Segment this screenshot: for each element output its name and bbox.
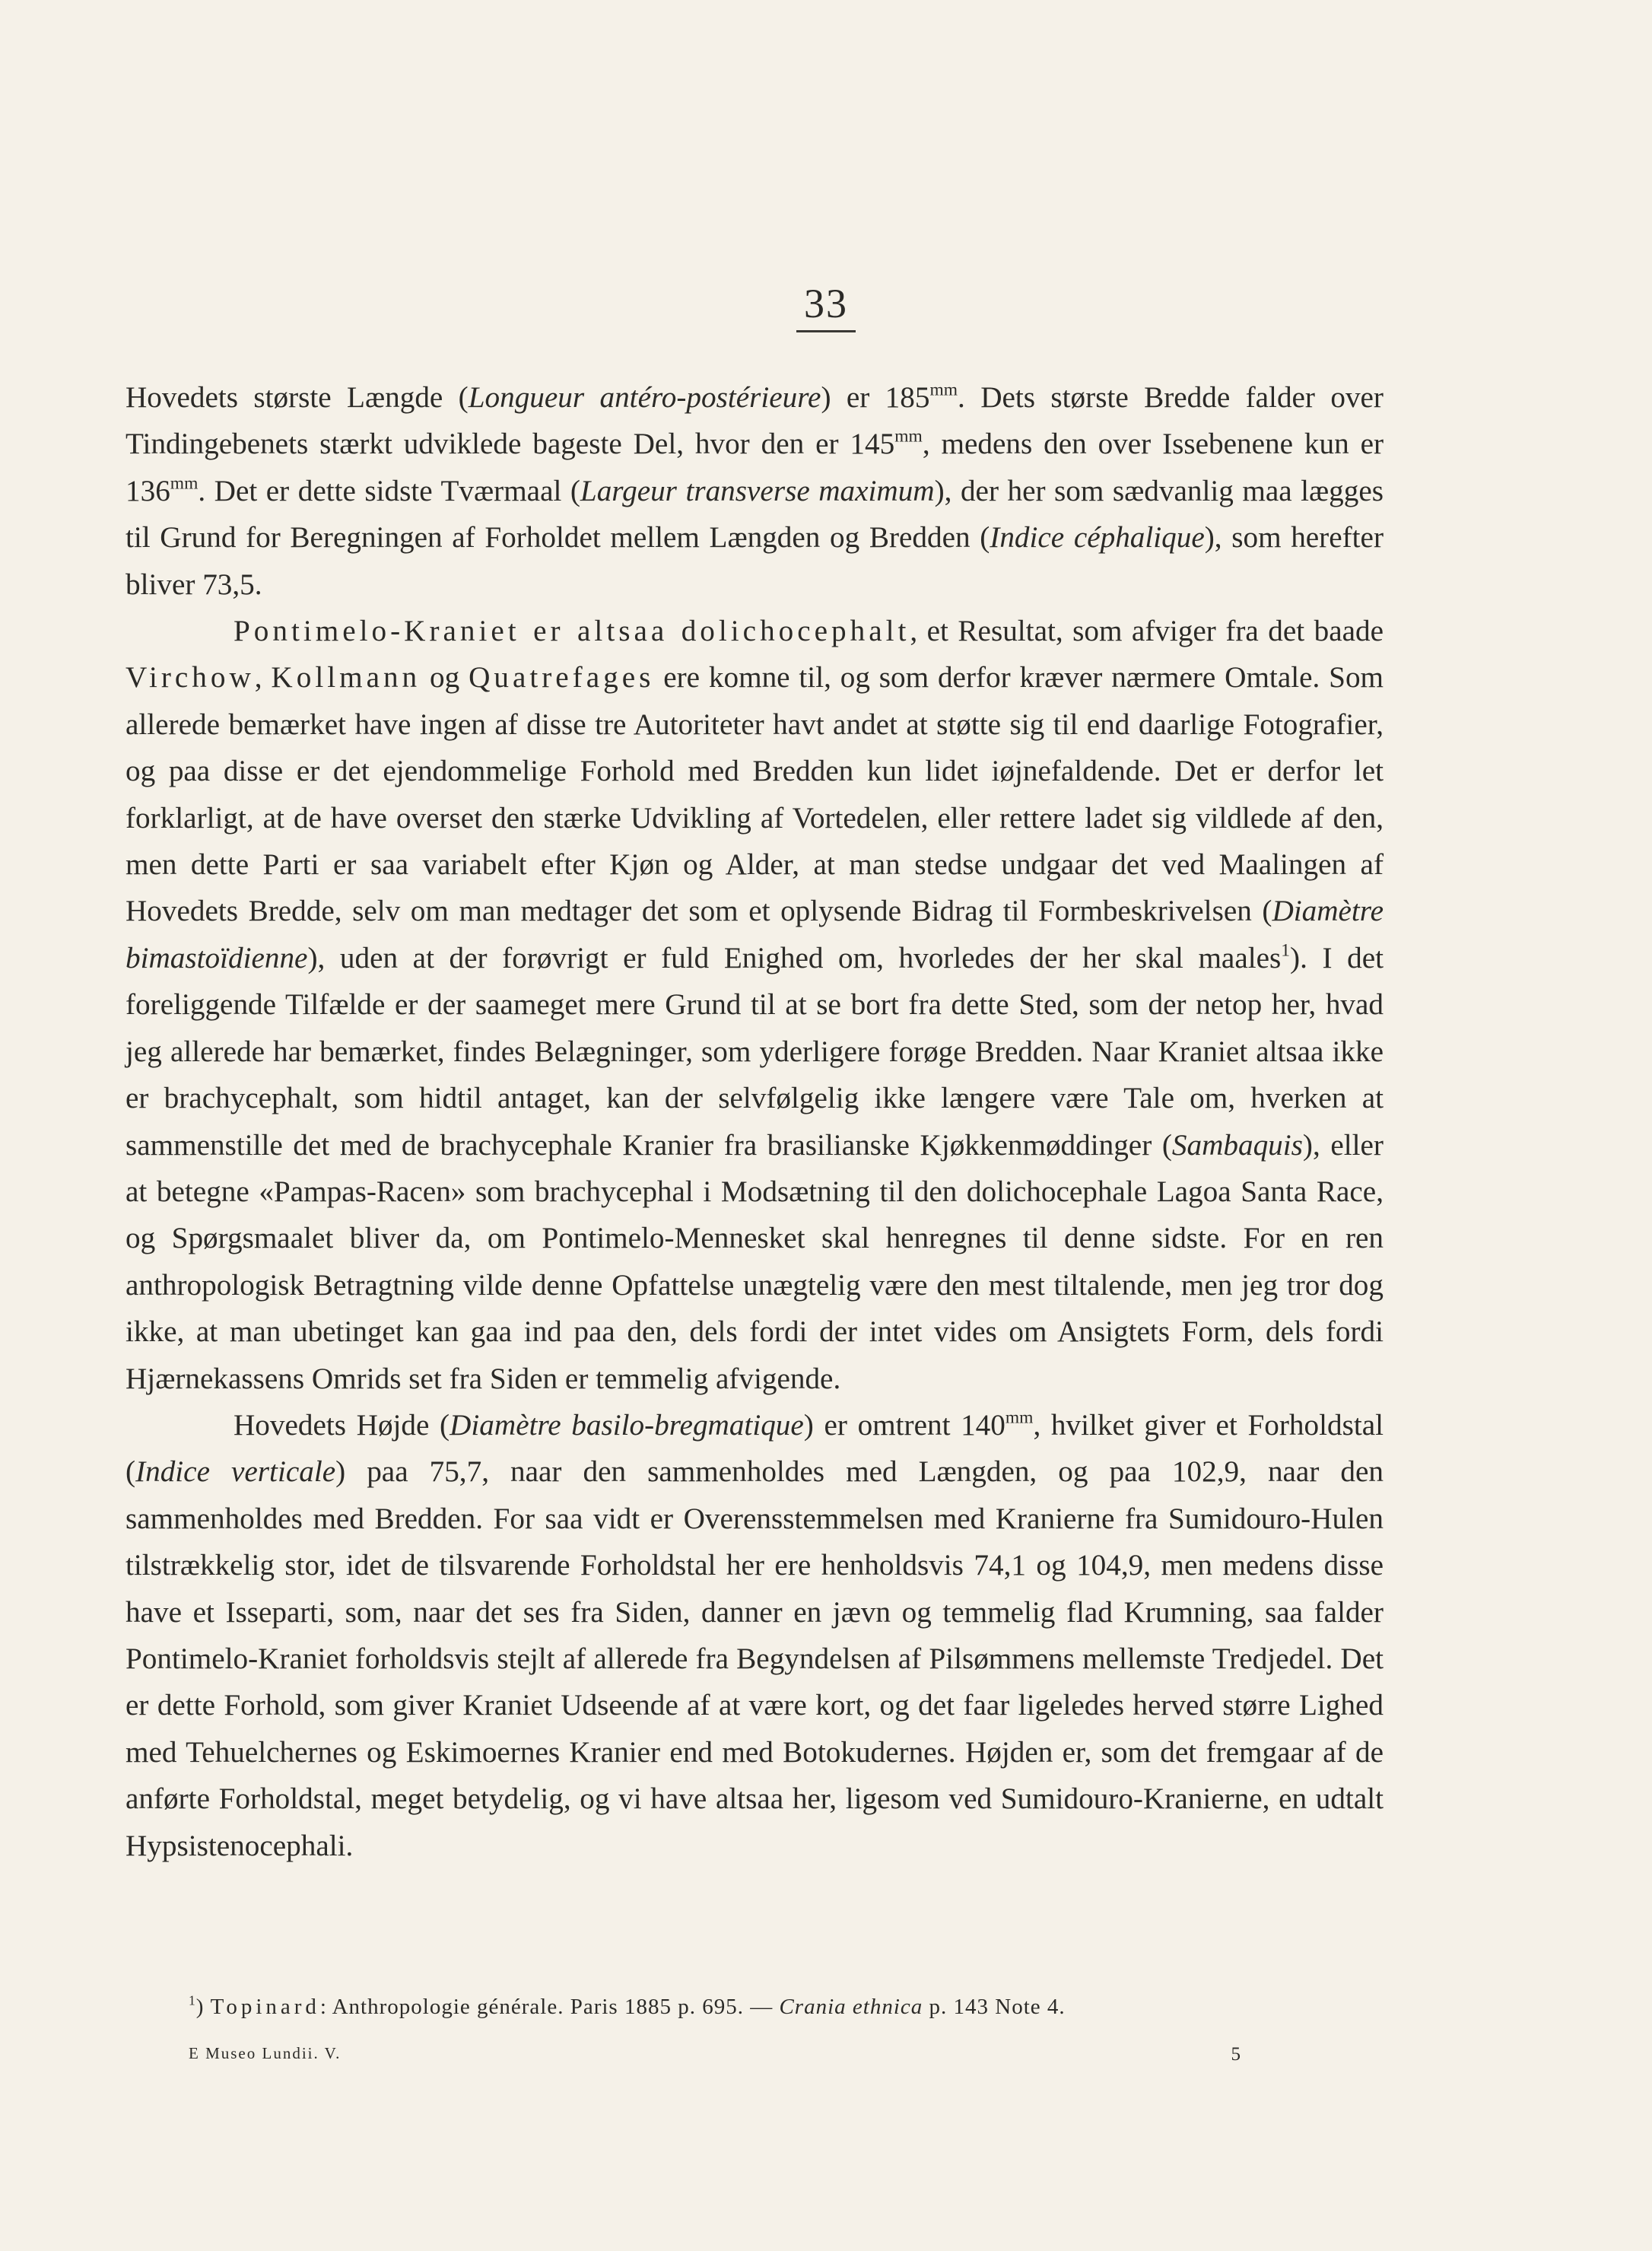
italic-run: Indice verticale (135, 1455, 336, 1489)
text-run: . Det er dette sidste Tværmaal ( (198, 474, 580, 507)
footnote (189, 1992, 1269, 2020)
spaced-name: Quatrefages (469, 661, 655, 695)
text-run: ) (195, 1995, 211, 2019)
body-text (125, 374, 1384, 1869)
italic-run: Longueur antéro-postérieure (468, 381, 821, 414)
text-run: , hvilket giver et Forholdstal ( (125, 1408, 1384, 1489)
superscript: mm (1005, 1407, 1034, 1428)
page-number (0, 280, 1652, 332)
text-run: , (254, 661, 272, 695)
paragraph-1 (125, 374, 1384, 608)
text-run: , medens den over Issebenene kun er 136 (125, 428, 1384, 507)
text-run: ), uden at der forøvrigt er fuld Enighed om, hvorledes der her skal maales (307, 941, 1282, 974)
italic-run: Largeur transverse maximum (580, 474, 935, 507)
paragraph-2 (125, 608, 1384, 1402)
italic-run: Crania ethnica (779, 1995, 923, 2019)
text-run: ), eller at betegne «Pampas-Racen» som brachycephal i Modsætning til den dolichocephale Lagoa Santa Race, og Spørgsmaalet bliver da, om Pontimelo-Mennesket skal henregnes til denne sidste. For en ren anthropologisk Betragtning vilde denne Opfattelse unægtelig være den mest tiltalende, men jeg tror dog ikke, at man ubetinget kan gaa ind paa den, dels fordi der intet vides om Ansigtets Form, dels fordi Hjærnekassens Omrids set fra Siden er temmelig afvigende. (125, 1128, 1384, 1395)
spaced-name: Pontimelo-Kraniet er altsaa dolichocephalt (234, 615, 910, 648)
text-run: ) er omtrent 140 (803, 1408, 1005, 1442)
spaced-name: Kollmann (271, 661, 421, 695)
text-run: ), som herefter bliver 73,5. (125, 521, 1384, 601)
superscript: mm (894, 427, 923, 447)
text-run: ). I det foreliggende Tilfælde er der saameget mere Grund til at se bort fra dette Sted, som der netop her, hvad jeg allerede har bemærket, findes Belægninger, som yderligere forøge Bredden. Naar Kraniet altsaa ikke er brachycephalt, som hidtil antaget, kan der selvfølgelig ikke længere være Tale om, hverken at sammenstille det med de brachycephale Kranier fra brasilianske Kjøkkenmøddinger ( (125, 941, 1384, 1162)
superscript: 1 (1281, 940, 1291, 961)
text-run: , et Resultat, som afviger fra det baade (910, 615, 1384, 648)
text-run: og (421, 661, 469, 695)
text-run: ) er 185 (821, 381, 930, 414)
page-number-text: 33 (804, 281, 848, 326)
text-run: Hovedets største Længde ( (125, 381, 469, 414)
italic-run: Indice céphalique (990, 521, 1205, 555)
signature-sheet-number: 5 (1231, 2044, 1242, 2065)
italic-run: Diamètre basilo-bregmatique (450, 1408, 804, 1442)
text-run: Hovedets Højde ( (234, 1408, 450, 1442)
superscript: mm (170, 473, 199, 494)
superscript: 1 (189, 1992, 196, 2008)
text-run: . Dets største Bredde falder over Tindingebenets stærkt udviklede bageste Del, hvor den er 145 (125, 381, 1384, 461)
paragraph-3 (125, 1402, 1384, 1869)
text-run: ), der her som sædvanlig maa lægges til Grund for Beregningen af Forholdet mellem Længden og Bredden ( (125, 474, 1384, 555)
italic-run: Sambaquis (1171, 1128, 1303, 1162)
signature-label: E Museo Lundii. V. (189, 2044, 342, 2062)
page-number-rule (796, 330, 856, 332)
text-run: : Anthropologie générale. Paris 1885 p. 695. — (319, 1995, 780, 2019)
italic-run: Diamètre bimastoïdienne (125, 895, 1384, 974)
spaced-name: Topinard (210, 1995, 320, 2019)
text-run: ) paa 75,7, naar den sammenholdes med Længden, og paa 102,9, naar den sammenholdes med Bredden. For saa vidt er Overensstemmelsen med Kranierne fra Sumidouro-Hulen tilstrækkelig stor, idet de tilsvarende Forholdstal her ere henholdsvis 74,1 og 104,9, men medens disse have et Isseparti, som, naar det ses fra Siden, danner en jævn og temmelig flad Krumning, saa falder Pontimelo-Kraniet forholdsvis stejlt af allerede fra Begyndelsen af Pilsømmens mellemste Tredjedel. Det er dette Forhold, som giver Kraniet Udseende af at være kort, og det faar ligeledes herved større Lighed med Tehuelchernes og Eskimoernes Kranier end med Botokudernes. Højden er, som det fremgaar af de anførte Forholdstal, meget betydelig, og vi have altsaa her, ligesom ved Sumidouro-Kranierne, en udtalt Hypsistenocephali. (125, 1455, 1384, 1862)
spaced-name: Virchow (125, 661, 255, 695)
superscript: mm (929, 380, 958, 400)
text-run: ere komne til, og som derfor kræver nærmere Omtale. Som allerede bemærket have ingen af disse tre Autoriteter havt andet at støtte sig til end daarlige Fotografier, og paa disse er det ejendommelige Forhold med Bredden kun lidet iøjnefaldende. Det er derfor let forklarligt, at de have overset den stærke Udvikling af Vortedelen, eller rettere ladet sig vildlede af den, men dette Parti er saa variabelt efter Kjøn og Alder, at man stedse undgaar det ved Maalingen af Hovedets Bredde, selv om man medtager det som et oplysende Bidrag til Formbeskrivelsen ( (125, 661, 1384, 928)
text-run: p. 143 Note 4. (923, 1995, 1066, 2019)
signature-line (189, 2044, 1242, 2065)
